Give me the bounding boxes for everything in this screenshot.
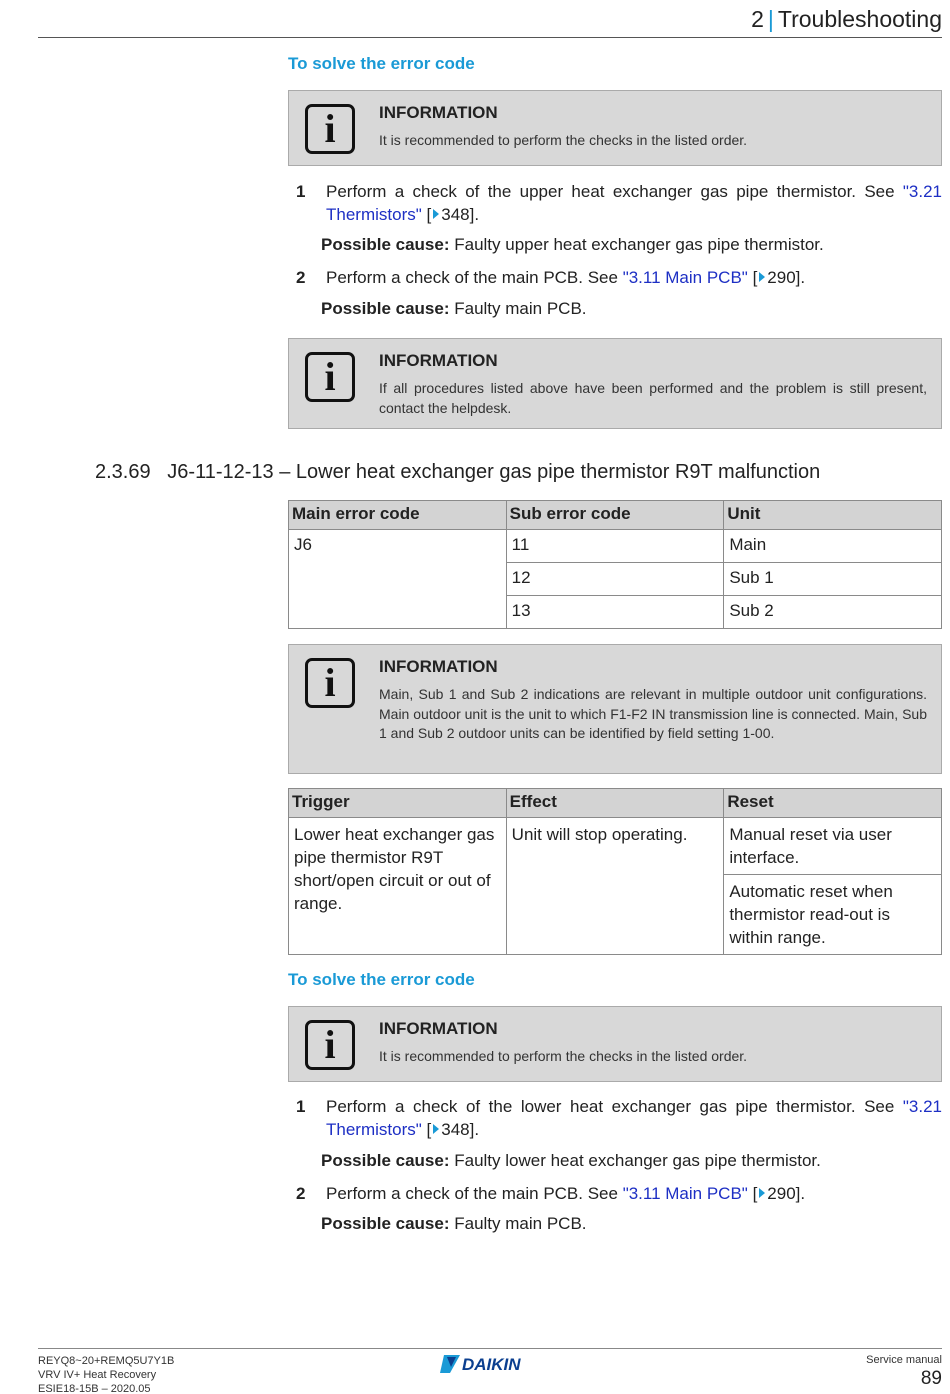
footer-right: [866, 1354, 942, 1390]
information-icon: i: [305, 658, 355, 708]
main-pcb-link[interactable]: "3.11 Main PCB": [622, 268, 748, 287]
information-icon: i: [305, 352, 355, 402]
info-box-1: [288, 90, 942, 166]
column-header: Reset: [724, 789, 942, 818]
info-title: INFORMATION: [379, 351, 498, 370]
unit-cell: Main: [724, 530, 942, 563]
reset-cell: Manual reset via user interface.: [724, 818, 942, 875]
footer-model-info: REYQ8~20+REMQ5U7Y1B VRV IV+ Heat Recovery ESIE18-15B – 2020.05: [38, 1355, 175, 1394]
info-box-3: [288, 644, 942, 774]
page-number: 89: [920, 1368, 942, 1389]
brand-wordmark: DAIKIN: [462, 1355, 521, 1374]
thermistors-link[interactable]: "3.21 Thermistors": [326, 182, 942, 224]
info-text: Main, Sub 1 and Sub 2 indications are relevant in multiple outdoor unit configurations. Main outdoor unit is the unit to which F1-F2 IN transmission line is connected. Main, Sub 1 and Sub 2 outdoor units can be identified by field setting 1-00.: [379, 686, 927, 741]
possible-cause: Possible cause: Faulty main PCB.: [321, 1214, 587, 1233]
column-header: Trigger: [289, 789, 507, 818]
column-header: Main error code: [289, 501, 507, 530]
error-code-table: [288, 500, 942, 629]
reset-cell: Automatic reset when thermistor read-out is within range.: [724, 875, 942, 955]
sub-error-code-cell: 13: [506, 596, 724, 629]
page-arrow-icon: [433, 1124, 439, 1134]
chapter-number: 2: [751, 6, 764, 32]
unit-cell: Sub 2: [724, 596, 942, 629]
column-header: Effect: [506, 789, 724, 818]
sub-error-code-cell: 12: [506, 563, 724, 596]
footer-rule: [38, 1348, 942, 1349]
trigger-table: [288, 788, 942, 955]
daikin-logo: [440, 1353, 544, 1380]
thermistors-link[interactable]: "3.21 Thermistors": [326, 1097, 942, 1139]
possible-cause: Possible cause: Faulty lower heat exchanger gas pipe thermistor.: [321, 1151, 821, 1170]
page-header: [751, 6, 942, 33]
header-divider: |: [767, 6, 774, 32]
trigger-cell: Lower heat exchanger gas pipe thermistor R9T short/open circuit or out of range.: [289, 818, 507, 955]
info-text: It is recommended to perform the checks in the listed order.: [379, 1048, 748, 1064]
main-pcb-link[interactable]: "3.11 Main PCB": [622, 1184, 748, 1203]
step-text: Perform a check of the lower heat exchanger gas pipe thermistor. See "3.21 Thermistors" [ 348].: [326, 1097, 942, 1139]
info-text: It is recommended to perform the checks in the listed order.: [379, 132, 748, 148]
chapter-title: Troubleshooting: [777, 6, 942, 32]
step-text: Perform a check of the upper heat exchanger gas pipe thermistor. See "3.21 Thermistors" [ 348].: [326, 182, 942, 224]
step-number: 2: [296, 1184, 306, 1203]
info-text: If all procedures listed above have been performed and the problem is still present, contact the helpdesk.: [379, 380, 927, 416]
section-number: 2.3.69: [95, 461, 151, 483]
step-text: Perform a check of the main PCB. See "3.11 Main PCB" [ 290].: [326, 268, 806, 287]
page-arrow-icon: [433, 209, 439, 219]
possible-cause: Possible cause: Faulty upper heat exchanger gas pipe thermistor.: [321, 235, 824, 254]
effect-cell: Unit will stop operating.: [506, 818, 724, 955]
information-icon: i: [305, 1020, 355, 1070]
step-text: Perform a check of the main PCB. See "3.11 Main PCB" [ 290].: [326, 1184, 806, 1203]
possible-cause: Possible cause: Faulty main PCB.: [321, 299, 587, 318]
page-arrow-icon: [759, 272, 765, 282]
sub-error-code-cell: 11: [506, 530, 724, 563]
information-icon: i: [305, 104, 355, 154]
section-heading: [95, 461, 820, 484]
info-title: INFORMATION: [379, 657, 498, 676]
step-number: 1: [296, 1097, 306, 1116]
info-title: INFORMATION: [379, 103, 498, 122]
step-number: 2: [296, 268, 306, 287]
page-arrow-icon: [759, 1188, 765, 1198]
header-rule: [38, 37, 942, 38]
solve-heading-2: To solve the error code: [288, 970, 475, 989]
section-title: J6-11-12-13 – Lower heat exchanger gas pipe thermistor R9T malfunction: [167, 461, 821, 483]
column-header: Sub error code: [506, 501, 724, 530]
solve-heading-1: To solve the error code: [288, 54, 475, 73]
main-error-code-cell: J6: [289, 530, 507, 629]
info-box-2: [288, 338, 942, 429]
manual-type: Service manual: [866, 1354, 942, 1366]
step-number: 1: [296, 182, 306, 201]
unit-cell: Sub 1: [724, 563, 942, 596]
info-title: INFORMATION: [379, 1019, 498, 1038]
info-box-4: [288, 1006, 942, 1082]
column-header: Unit: [724, 501, 942, 530]
